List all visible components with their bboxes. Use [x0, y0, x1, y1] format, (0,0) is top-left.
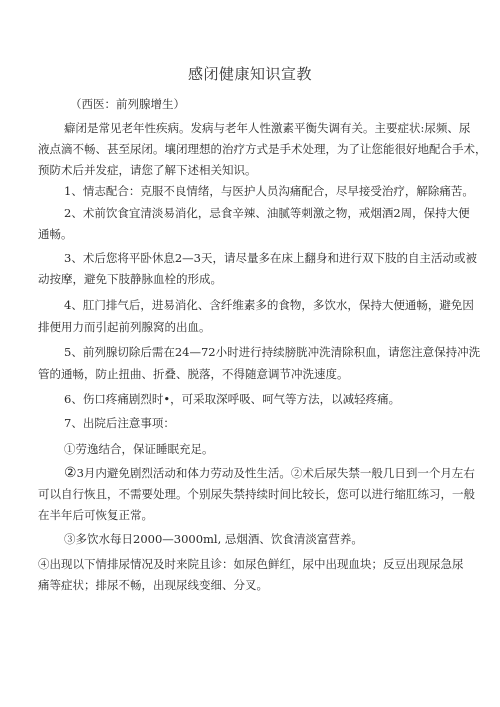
- discharge-note-4-cont: 痛等症状；排尿不畅，出现尿线变细、分叉。: [38, 578, 268, 592]
- discharge-note-2-cont: 在半年后可恢复正常。: [38, 508, 153, 522]
- document-subtitle: （西医：前列腺增生）: [70, 97, 185, 111]
- intro-line: 癖闭是常见老年性疾病。发病与老年人性激素平衡失调有关。主要症状:尿频、尿: [64, 121, 471, 135]
- instruction-item-5: 5、前列腺切除后需在24—72小时进行持续膀胱冲洗清除积血，请您注意保持冲洗: [64, 345, 481, 359]
- intro-line: 液点滴不畅、甚至尿闭。壤闭理想的治疗方式是手术处理，为了让您能很好地配合手术，: [38, 142, 487, 156]
- instruction-item-3: 3、术后您将平卧休息2—3天，请尽量多在床上翻身和进行双下肢的自主活动或被: [64, 251, 477, 265]
- instruction-item-6: 6、伤口疼痛剧烈时•，可采取深呼吸、呵气等方法，以减轻疼痛。: [64, 392, 401, 406]
- instruction-item-4-cont: 排便用力而引起前列腺窝的出血。: [38, 320, 211, 334]
- discharge-note-2: [64, 466, 475, 480]
- instruction-item-2: 2、术前饮食宜清淡易消化，忌食辛辣、油腻等刺激之物，戒烟酒2周，保持大便: [64, 206, 470, 220]
- intro-line: 预防术后并发症，请您了解下述相关知识。: [38, 163, 257, 177]
- discharge-note-1: ①劳逸结合，保证睡眠充足。: [64, 442, 214, 456]
- instruction-item-7: 7、出院后注意事项：: [64, 416, 175, 430]
- instruction-item-3-cont: 动按摩，避免下肢静脉血栓的形成。: [38, 272, 222, 286]
- discharge-note-3: ③多饮水每日2000—3000ml, 忌烟酒、饮食清淡富营养。: [64, 532, 363, 546]
- discharge-note-2-text: 3月内避免剧烈活动和体力劳动及性生活。②术后尿失禁一般几日到一个月左右: [76, 466, 475, 480]
- instruction-item-5-cont: 管的通畅，防止扭曲、折叠、脱落，不得随意调节冲洗速度。: [38, 367, 349, 381]
- instruction-item-2-cont: 通畅。: [38, 227, 73, 241]
- circled-number-2: ②: [64, 465, 77, 481]
- document-title: 感闭健康知识宣教: [187, 65, 312, 83]
- instruction-item-1: 1、情志配合：克服不良情绪，与医护人员沟痛配合，尽早接受治疗，解除痛苦。: [64, 184, 474, 198]
- discharge-note-2-cont: 可以自行恢且，不需要处理。个别尿失禁持续时间比较长，您可以进行缩肛练习，一般: [38, 487, 475, 501]
- instruction-item-4: 4、肛门排气后，进易消化、含纤维素多的食物，多饮水，保持大便通畅，避免因: [64, 298, 474, 312]
- discharge-note-4: ④出现以下情排尿情况及时来院且诊：如尿色鲜红，尿中出现血块；反豆出现尿急尿: [38, 557, 464, 571]
